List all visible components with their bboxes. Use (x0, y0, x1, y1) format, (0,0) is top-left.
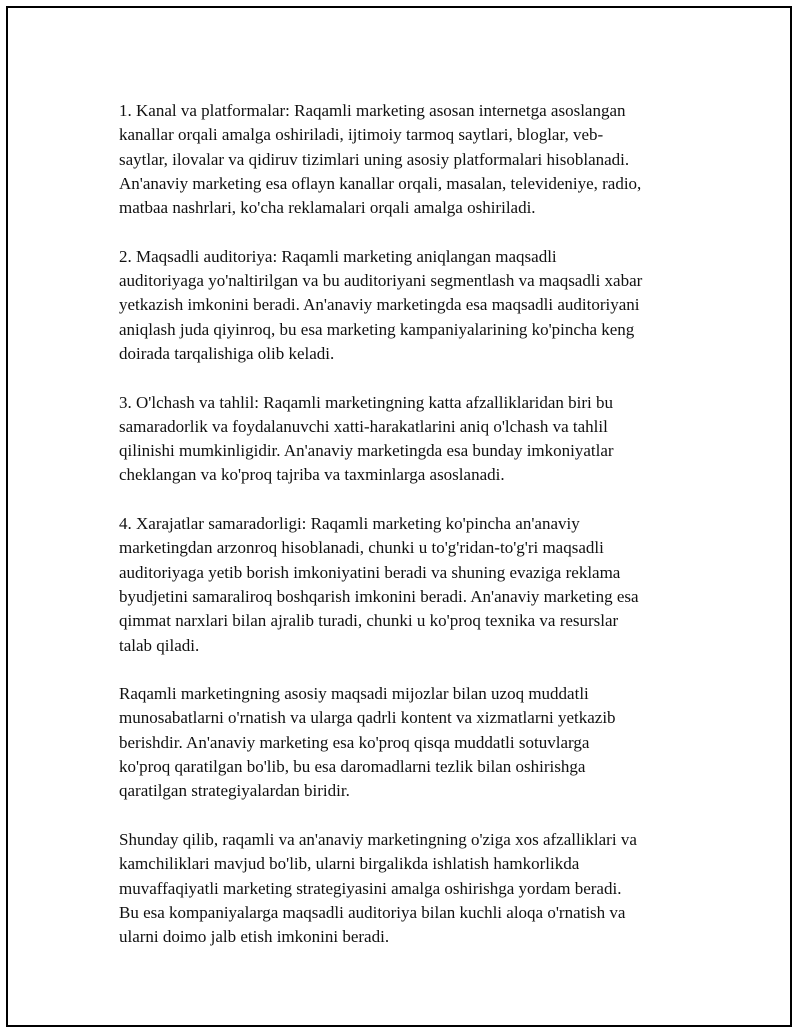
paragraph-cost-efficiency: 4. Xarajatlar samaradorligi: Raqamli marketing ko'pincha an'anaviy marketingdan arzonroq hisoblanadi, chunki u to'g'ridan-to'g'ri maqsadli auditoriyaga yetib borish imkoniyatini beradi va shuning evaziga reklama byudjetini samaraliroq boshqarish imkonini beradi. An'anaviy marketing esa qimmat narxlari bilan ajralib turadi, chunki u ko'proq texnika va resurslar talab qiladi. (119, 514, 639, 655)
paragraph-measurement-analysis: 3. O'lchash va tahlil: Raqamli marketingning katta afzalliklaridan biri bu samaradorlik va foydalanuvchi xatti-harakatlarini aniq o'lchash va tahlil qilinishi mumkinligidir. An'anaviy marketingda esa bunday imkoniyatlar cheklangan va ko'proq tajriba va taxminlarga asoslanadi. (119, 392, 614, 485)
paragraph-conclusion: Shunday qilib, raqamli va an'anaviy marketingning o'ziga xos afzalliklari va kamchiliklari mavjud bo'lib, ularni birgalikda ishlatish hamkorlikda muvaffaqiyatli marketing strategiyasini amalga oshirishga yordam beradi. Bu esa kompaniyalarga maqsadli auditoriya bilan kuchli aloqa o'rnatish va ularni doimo jalb etish imkonini beradi. (119, 829, 637, 947)
page-border (6, 6, 792, 1027)
document-body (119, 99, 689, 974)
paragraph-channels-platforms: 1. Kanal va platformalar: Raqamli marketing asosan internetga asoslangan kanallar orqali amalga oshiriladi, ijtimoiy tarmoq saytlari, bloglar, veb- saytlar, ilovalar va qidiruv tizimlari uning asosiy platformalari hisoblanadi. An'anaviy marketing esa oflayn kanallar orqali, masalan, televideniye, radio, matbaa nashrlari, ko'cha reklamalari orqali amalga oshiriladi. (119, 101, 642, 218)
paragraph-main-goal: Raqamli marketingning asosiy maqsadi mijozlar bilan uzoq muddatli munosabatlarni o'rnatish va ularga qadrli kontent va xizmatlarni yetkazib berishdir. An'anaviy marketing esa ko'proq qisqa muddatli sotuvlarga ko'proq qaratilgan bo'lib, bu esa daromadlarni tezlik bilan oshirishga qaratilgan strategiyalardan biridir. (119, 684, 616, 801)
paragraph-target-audience: 2. Maqsadli auditoriya: Raqamli marketing aniqlangan maqsadli auditoriyaga yo'naltirilgan va bu auditoriyani segmentlash va maqsadli xabar yetkazish imkonini beradi. An'anaviy marketingda esa maqsadli auditoriyani aniqlash juda qiyinroq, bu esa marketing kampaniyalarining ko'pincha keng doirada tarqalishiga olib keladi. (119, 246, 643, 363)
